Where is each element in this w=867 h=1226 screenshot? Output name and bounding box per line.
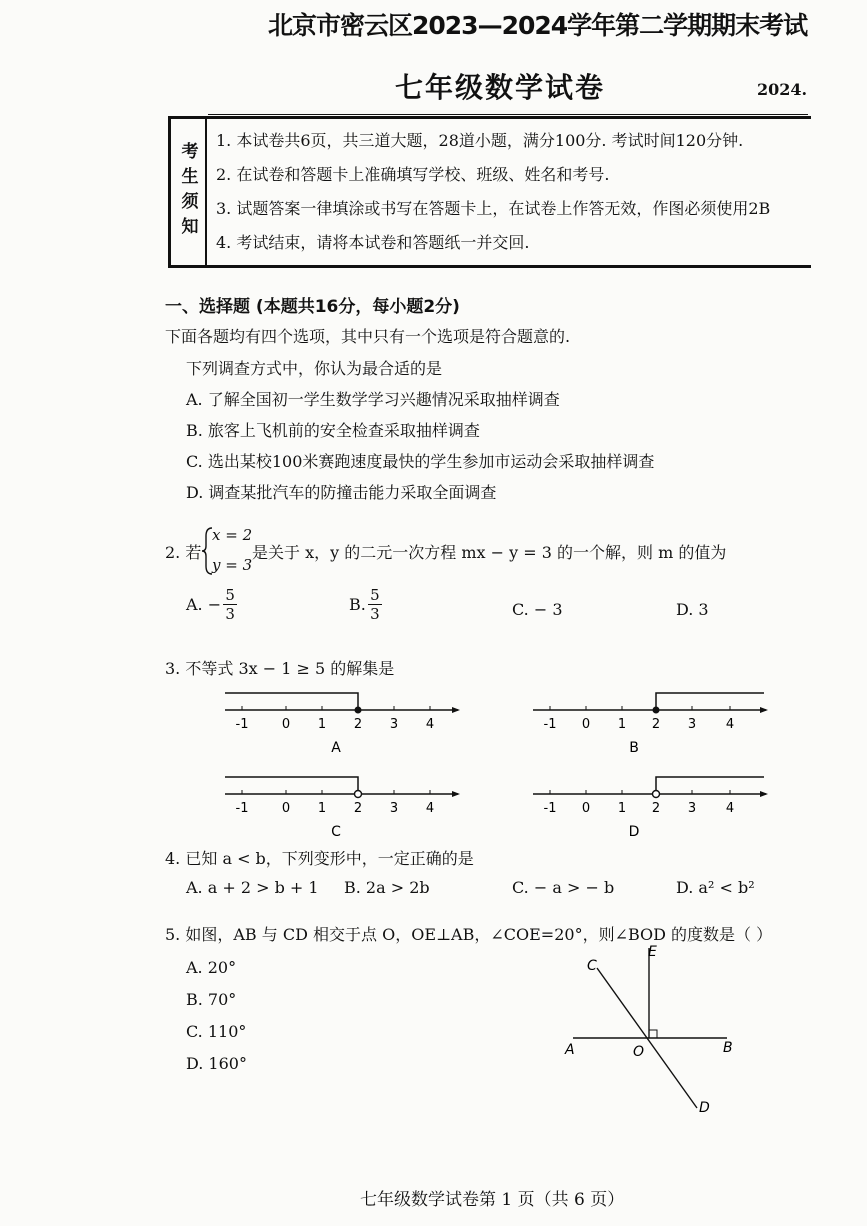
q3-stem: 3. 不等式 3x − 1 ≥ 5 的解集是: [165, 659, 395, 678]
label-c: C: [331, 824, 341, 840]
q5-option-b: B. 70°: [186, 990, 237, 1009]
notice-label: 考生须知: [171, 119, 207, 265]
q2-option-a: A. − $\frac{5}{3}$: [186, 586, 239, 623]
svg-text:1: 1: [617, 717, 627, 732]
svg-text:E: E: [648, 944, 657, 960]
notice-item-3: 3. 试题答案一律填涂或书写在答题卡上，在试卷上作答无效，作图必须使用2B: [216, 199, 771, 218]
q5-stem: 5. 如图，AB 与 CD 相交于点 O，OE⊥AB，∠COE=20°，则∠BOD 的度数是（ ）: [165, 925, 773, 944]
svg-text:0: 0: [581, 717, 591, 732]
closed-dot: [653, 707, 660, 714]
notice-top-rule: [208, 114, 808, 115]
svg-text:4: 4: [725, 717, 735, 732]
number-line-a: [220, 688, 465, 758]
svg-text:D: D: [699, 1100, 710, 1116]
svg-text:O: O: [633, 1044, 645, 1060]
svg-text:1: 1: [617, 801, 627, 816]
svg-text:3: 3: [389, 801, 399, 816]
svg-text:-1: -1: [543, 801, 557, 816]
svg-text:4: 4: [725, 801, 735, 816]
geometry-figure: [555, 940, 755, 1120]
section1-instruction: 下面各题均有四个选项，其中只有一个选项是符合题意的.: [165, 327, 571, 346]
svg-text:-1: -1: [235, 717, 249, 732]
exam-header: 北京市密云区2023—2024学年第二学期期末考试: [268, 11, 808, 40]
svg-text:C: C: [587, 958, 597, 974]
section1-heading: 一、选择题 (本题共16分，每小题2分): [165, 297, 460, 317]
label-d: D: [628, 824, 640, 840]
q4-stem: 4. 已知 a < b，下列变形中，一定正确的是: [165, 849, 474, 868]
svg-text:B: B: [723, 1040, 733, 1056]
q2-suffix: 是关于 x，y 的二元一次方程 mx − y = 3 的一个解，则 m 的值为: [252, 543, 727, 562]
svg-text:2: 2: [353, 717, 363, 732]
q2-option-b: B. $\frac{5}{3}$: [349, 586, 384, 623]
open-dot: [653, 791, 660, 798]
q1-stem: 下列调查方式中，你认为最合适的是: [186, 359, 443, 378]
q2-sys-line2: y = 3: [212, 556, 253, 574]
page-footer: 七年级数学试卷第 1 页（共 6 页）: [360, 1190, 625, 1210]
q4-option-c: C. − a > − b: [512, 878, 615, 897]
number-line-d: [528, 772, 773, 842]
notice-item-2: 2. 在试卷和答题卡上准确填写学校、班级、姓名和考号.: [216, 165, 610, 184]
notice-item-1: 1. 本试卷共6页，共三道大题，28道小题，满分100分. 考试时间120分钟.: [216, 131, 744, 150]
q2-option-c: C. − 3: [512, 600, 563, 619]
open-dot: [355, 791, 362, 798]
svg-text:2: 2: [651, 717, 661, 732]
label-a: A: [331, 740, 341, 756]
svg-text:A: A: [565, 1042, 575, 1058]
q4-option-a: A. a + 2 > b + 1: [186, 878, 319, 897]
q2-prefix: 2. 若: [165, 543, 202, 562]
q5-option-a: A. 20°: [186, 958, 237, 977]
exam-date: 2024.: [757, 80, 808, 99]
number-line-b: [528, 688, 773, 758]
q1-option-d: D. 调查某批汽车的防撞击能力采取全面调查: [186, 483, 497, 502]
svg-text:4: 4: [425, 801, 435, 816]
svg-text:4: 4: [425, 717, 435, 732]
svg-text:-1: -1: [543, 717, 557, 732]
svg-text:1: 1: [317, 717, 327, 732]
right-angle-mark: [649, 1030, 657, 1038]
svg-text:2: 2: [353, 801, 363, 816]
q4-option-b: B. 2a > 2b: [344, 878, 430, 897]
q1-option-c: C. 选出某校100米赛跑速度最快的学生参加市运动会采取抽样调查: [186, 452, 655, 471]
svg-text:0: 0: [581, 801, 591, 816]
number-line-c: [220, 772, 465, 842]
q4-option-d: D. a² < b²: [676, 878, 755, 897]
q1-option-a: A. 了解全国初一学生数学学习兴趣情况采取抽样调查: [186, 390, 560, 409]
notice-item-4: 4. 考试结束，请将本试卷和答题纸一并交回.: [216, 233, 530, 252]
q5-option-c: C. 110°: [186, 1022, 247, 1041]
svg-text:2: 2: [651, 801, 661, 816]
svg-text:0: 0: [281, 801, 291, 816]
q1-option-b: B. 旅客上飞机前的安全检查采取抽样调查: [186, 421, 480, 440]
svg-text:3: 3: [687, 717, 697, 732]
q5-option-d: D. 160°: [186, 1054, 247, 1073]
svg-text:-1: -1: [235, 801, 249, 816]
page-title: 七年级数学试卷: [395, 71, 606, 104]
label-b: B: [629, 740, 639, 756]
svg-text:0: 0: [281, 717, 291, 732]
closed-dot: [355, 707, 362, 714]
q2-option-d: D. 3: [676, 600, 709, 619]
q2-sys-line1: x = 2: [212, 526, 253, 544]
svg-text:3: 3: [687, 801, 697, 816]
svg-text:1: 1: [317, 801, 327, 816]
svg-text:3: 3: [389, 717, 399, 732]
